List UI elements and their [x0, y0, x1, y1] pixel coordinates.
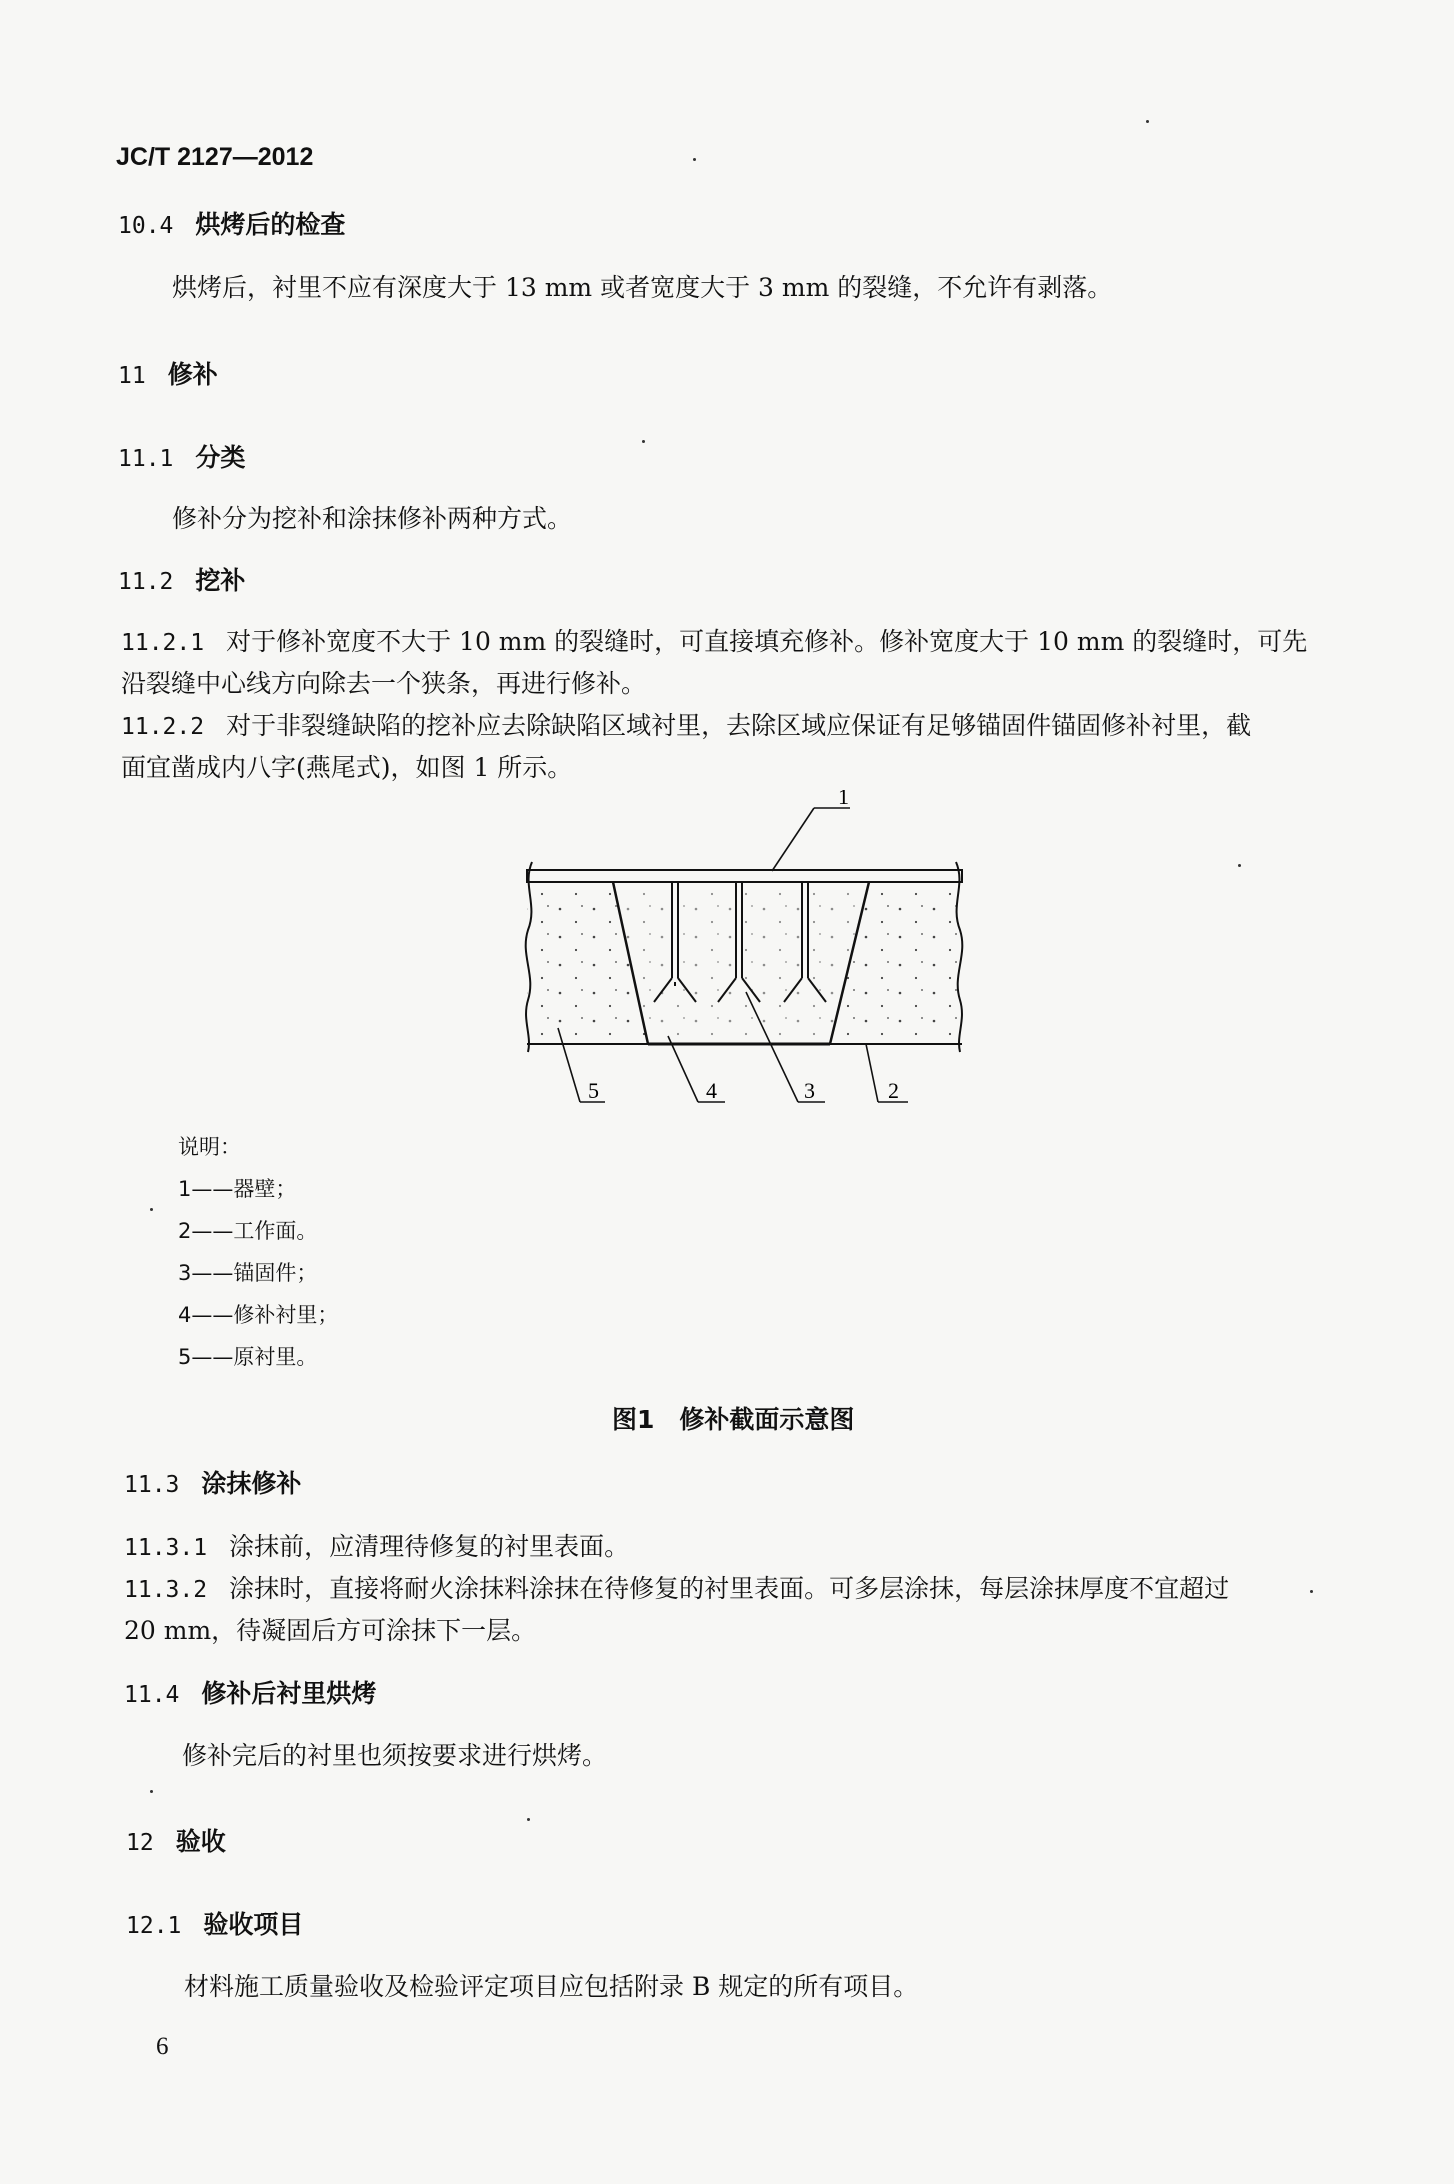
section-number: 11.4: [124, 1682, 180, 1708]
heading-11-4: [124, 1679, 376, 1710]
paragraph-11-3-2-line2: 20 mm，待凝固后方可涂抹下一层。: [124, 1616, 537, 1645]
section-number: 11: [118, 363, 146, 389]
section-number: 11.1: [118, 446, 174, 472]
leader-4: [668, 1036, 698, 1102]
section-number: 12.1: [126, 1913, 182, 1939]
section-number: 10.4: [118, 213, 174, 239]
clause-text: 涂抹前，应清理待修复的衬里表面。: [229, 1532, 630, 1561]
leader-1: [772, 808, 814, 871]
clause-number: 11.2.1: [121, 630, 205, 656]
repair-section-diagram: [520, 790, 970, 1115]
scan-speck: [1238, 864, 1241, 867]
scan-speck: [527, 1818, 530, 1821]
heading-11: [118, 360, 218, 391]
callout-4: 4: [706, 1078, 717, 1103]
clause-number: 11.3.2: [124, 1577, 208, 1603]
legend-item-4: 4——修补衬里；: [178, 1303, 339, 1327]
legend-item-2: 2——工作面。: [178, 1219, 318, 1243]
scan-speck: [693, 158, 696, 161]
legend-title: 说明：: [178, 1135, 241, 1159]
callout-2: 2: [888, 1078, 899, 1103]
standard-code: JC/T 2127—2012: [116, 143, 314, 171]
section-title: 烘烤后的检查: [195, 210, 346, 239]
heading-12-1: [126, 1910, 303, 1941]
clause-text: 涂抹时，直接将耐火涂抹料涂抹在待修复的衬里表面。可多层涂抹，每层涂抹厚度不宜超过: [229, 1574, 1230, 1603]
section-title: 修补后衬里烘烤: [201, 1679, 377, 1708]
clause-text: 对于非裂缝缺陷的挖补应去除缺陷区域衬里，去除区域应保证有足够锚固件锚固修补衬里，截: [226, 711, 1252, 740]
paragraph-12-1: 材料施工质量验收及检验评定项目应包括附录 B 规定的所有项目。: [184, 1972, 919, 2001]
section-number: 12: [126, 1830, 154, 1856]
page-number: 6: [156, 2033, 169, 2060]
paragraph-11-3-2-line1: [124, 1574, 1229, 1605]
paragraph-11-2-2-line2: 面宜凿成内八字(燕尾式)，如图 1 所示。: [121, 753, 573, 782]
clause-number: 11.3.1: [124, 1535, 208, 1561]
heading-10-4: [118, 210, 345, 241]
scan-speck: [150, 1208, 153, 1211]
clause-text: 对于修补宽度不大于 10 mm 的裂缝时，可直接填充修补。修补宽度大于 10 mm 的裂缝时，可先: [226, 627, 1308, 656]
scan-speck: [150, 1790, 153, 1793]
legend-item-3: 3——锚固件；: [178, 1261, 318, 1285]
section-title: 验收: [175, 1827, 226, 1856]
legend-item-1: 1——器壁；: [178, 1177, 297, 1201]
section-title: 验收项目: [203, 1910, 304, 1939]
heading-11-2: [118, 566, 245, 597]
heading-11-3: [124, 1469, 301, 1500]
paragraph-11-2-2-line1: [121, 711, 1251, 742]
section-title: 挖补: [195, 566, 246, 595]
callout-1: 1: [838, 790, 849, 809]
callout-3: 3: [804, 1078, 815, 1103]
heading-12: [126, 1827, 226, 1858]
scan-speck: [642, 440, 645, 443]
scan-speck: [1146, 120, 1149, 123]
legend-item-5: 5——原衬里。: [178, 1345, 318, 1369]
section-title: 涂抹修补: [201, 1469, 302, 1498]
section-number: 11.2: [118, 569, 174, 595]
section-number: 11.3: [124, 1472, 180, 1498]
vessel-wall: [527, 870, 962, 882]
heading-11-1: [118, 443, 245, 474]
paragraph-11-1: 修补分为挖补和涂抹修补两种方式。: [172, 504, 573, 533]
paragraph-10-4: 烘烤后，衬里不应有深度大于 13 mm 或者宽度大于 3 mm 的裂缝，不允许有剥落。: [172, 273, 1113, 302]
figure-caption: 图1 修补截面示意图: [612, 1405, 855, 1434]
paragraph-11-2-1-line2: 沿裂缝中心线方向除去一个狭条，再进行修补。: [121, 669, 647, 698]
section-title: 分类: [195, 443, 246, 472]
paragraph-11-2-1-line1: [121, 627, 1307, 658]
clause-number: 11.2.2: [121, 714, 205, 740]
section-title: 修补: [167, 360, 218, 389]
callout-5: 5: [588, 1078, 599, 1103]
paragraph-11-3-1: [124, 1532, 629, 1563]
paragraph-11-4: 修补完后的衬里也须按要求进行烘烤。: [182, 1741, 608, 1770]
scan-speck: [1310, 1590, 1313, 1593]
leader-2: [866, 1044, 878, 1102]
